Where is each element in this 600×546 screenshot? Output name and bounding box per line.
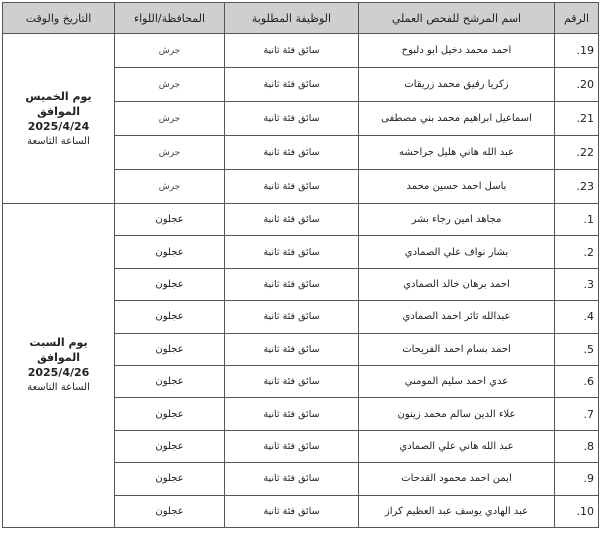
row-number: 22. <box>555 136 599 170</box>
candidate-name: احمد محمد دخيل ابو دلبوح <box>359 34 555 68</box>
exam-date: 2025/4/24 <box>27 119 90 133</box>
governorate: جرش <box>115 102 225 136</box>
exam-time: الساعة التاسعة <box>27 135 90 147</box>
governorate: عجلون <box>115 301 225 333</box>
candidate-name: اسماعيل ابراهيم محمد بني مصطفى <box>359 102 555 136</box>
candidate-name: عبد الله هاني هليل جراحشه <box>359 136 555 170</box>
header-datetime: التاريخ والوقت <box>3 3 115 34</box>
job-title: سائق فئة ثانية <box>225 102 359 136</box>
exam-day: يوم الخميس <box>25 89 92 103</box>
table-row <box>3 204 599 236</box>
governorate: عجلون <box>115 268 225 300</box>
governorate: عجلون <box>115 463 225 495</box>
job-title: سائق فئة ثانية <box>225 398 359 430</box>
header-number: الرقم <box>555 3 599 34</box>
row-number: 5. <box>555 333 599 365</box>
job-title: سائق فئة ثانية <box>225 34 359 68</box>
job-title: سائق فئة ثانية <box>225 136 359 170</box>
row-number: 10. <box>555 495 599 527</box>
job-title: سائق فئة ثانية <box>225 170 359 204</box>
governorate: عجلون <box>115 236 225 268</box>
governorate: جرش <box>115 170 225 204</box>
job-title: سائق فئة ثانية <box>225 268 359 300</box>
governorate: عجلون <box>115 204 225 236</box>
candidate-name: مجاهد امين رجاء بشر <box>359 204 555 236</box>
row-number: 20. <box>555 68 599 102</box>
candidate-name: عبد الله هاني علي الصمادي <box>359 430 555 462</box>
governorate: جرش <box>115 34 225 68</box>
row-number: 3. <box>555 268 599 300</box>
row-number: 7. <box>555 398 599 430</box>
job-title: سائق فئة ثانية <box>225 236 359 268</box>
row-number: 21. <box>555 102 599 136</box>
exam-date: 2025/4/26 <box>27 366 90 380</box>
job-title: سائق فئة ثانية <box>225 365 359 397</box>
candidate-name: عبد الهادي يوسف عبد العظيم كراز <box>359 495 555 527</box>
row-number: 6. <box>555 365 599 397</box>
exam-datetime <box>3 34 115 204</box>
candidate-name: باسل احمد حسين محمد <box>359 170 555 204</box>
row-number: 4. <box>555 301 599 333</box>
candidate-name: احمد برهان خالد الصمادي <box>359 268 555 300</box>
governorate: عجلون <box>115 333 225 365</box>
candidate-name: زكريا رفيق محمد زريقات <box>359 68 555 102</box>
job-title: سائق فئة ثانية <box>225 204 359 236</box>
job-title: سائق فئة ثانية <box>225 68 359 102</box>
job-title: سائق فئة ثانية <box>225 495 359 527</box>
header-job: الوظيفة المطلوبة <box>225 3 359 34</box>
exam-datetime <box>3 204 115 528</box>
row-number: 2. <box>555 236 599 268</box>
table-row <box>3 34 599 68</box>
exam-day: يوم السبت <box>29 336 88 350</box>
candidate-name: احمد بسام احمد الفريحات <box>359 333 555 365</box>
candidate-name: ايمن احمد محمود القدحات <box>359 463 555 495</box>
candidate-name: بشار نواف علي الصمادي <box>359 236 555 268</box>
header-row <box>3 3 599 34</box>
candidate-name: عبدالله ثائر احمد الصمادي <box>359 301 555 333</box>
governorate: جرش <box>115 68 225 102</box>
row-number: 19. <box>555 34 599 68</box>
job-title: سائق فئة ثانية <box>225 301 359 333</box>
exam-corresponding: الموافق <box>36 104 81 118</box>
row-number: 8. <box>555 430 599 462</box>
job-title: سائق فئة ثانية <box>225 463 359 495</box>
job-title: سائق فئة ثانية <box>225 333 359 365</box>
governorate: عجلون <box>115 430 225 462</box>
exam-corresponding: الموافق <box>36 351 81 365</box>
candidate-name: علاء الدين سالم محمد زينون <box>359 398 555 430</box>
row-number: 23. <box>555 170 599 204</box>
candidates-table <box>2 2 599 528</box>
governorate: عجلون <box>115 495 225 527</box>
governorate: جرش <box>115 136 225 170</box>
row-number: 1. <box>555 204 599 236</box>
header-governorate: المحافظة/اللواء <box>115 3 225 34</box>
governorate: عجلون <box>115 365 225 397</box>
header-name: اسم المرشح للفحص العملي <box>359 3 555 34</box>
candidate-name: عدي احمد سليم المومني <box>359 365 555 397</box>
row-number: 9. <box>555 463 599 495</box>
job-title: سائق فئة ثانية <box>225 430 359 462</box>
exam-time: الساعة التاسعة <box>27 382 90 394</box>
governorate: عجلون <box>115 398 225 430</box>
